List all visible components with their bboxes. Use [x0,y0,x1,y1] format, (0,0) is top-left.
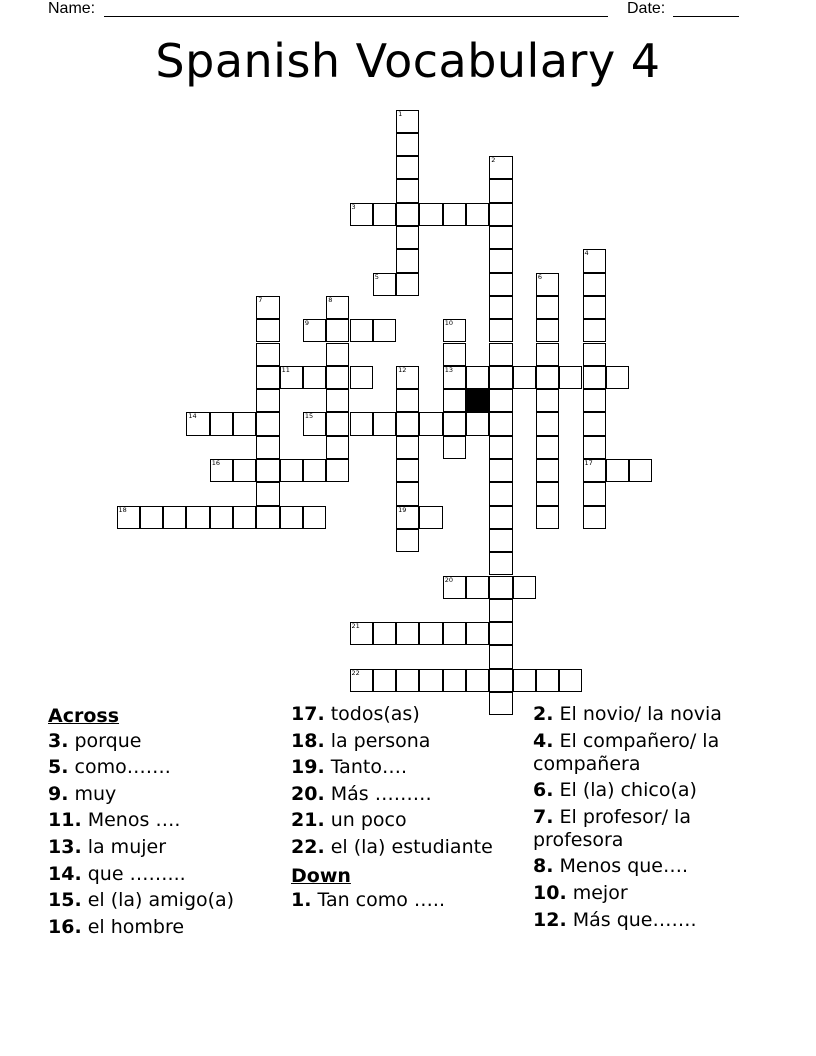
clue-item [48,809,278,832]
clue-text: mejor [572,881,628,904]
clue-item [533,882,773,905]
grid-cell[interactable] [443,622,466,645]
grid-cell[interactable] [186,506,209,529]
grid-cell[interactable] [210,412,233,435]
clue-item [291,756,521,779]
grid-cell[interactable] [117,506,140,529]
grid-cell[interactable] [443,319,466,342]
grid-cell[interactable] [489,273,512,296]
grid-cell[interactable] [443,576,466,599]
grid-cell[interactable] [396,110,419,133]
clue-item [291,809,521,832]
grid-cell[interactable] [186,412,209,435]
grid-cell[interactable] [583,459,606,482]
clue-number: 22. [291,835,325,858]
grid-cell[interactable] [419,622,442,645]
grid-cell[interactable] [466,366,489,389]
grid-cell[interactable] [419,412,442,435]
grid-cell[interactable] [256,389,279,412]
grid-cell[interactable] [140,506,163,529]
grid-cell[interactable] [396,436,419,459]
clue-number: 2 [491,156,496,165]
grid-cell[interactable] [513,366,536,389]
grid-cell[interactable] [280,506,303,529]
grid-cell[interactable] [396,529,419,552]
grid-cell[interactable] [326,412,349,435]
clue-item [533,703,773,726]
clue-text: un poco [330,809,407,832]
clue-text: Tan como ….. [317,889,446,912]
grid-cell[interactable] [350,622,373,645]
grid-cell[interactable] [396,412,419,435]
grid-cell[interactable] [489,576,512,599]
grid-cell[interactable] [303,319,326,342]
clue-number: 19. [291,756,325,779]
grid-cell[interactable] [583,343,606,366]
clue-number: 12. [533,908,567,931]
clue-item [291,730,521,753]
grid-cell[interactable] [373,622,396,645]
clue-column-3 [533,703,773,935]
clue-number: 14. [48,862,82,885]
grid-cell[interactable] [489,203,512,226]
grid-cell[interactable] [489,296,512,319]
grid-cell[interactable] [536,482,559,505]
clue-number: 11 [281,365,290,374]
clue-number: 1. [291,889,312,912]
clue-text: Más ……… [330,782,432,805]
clue-number: 4 [584,249,589,258]
grid-cell[interactable] [350,203,373,226]
grid-cell[interactable] [210,506,233,529]
clue-item [533,730,773,776]
grid-cell[interactable] [396,366,419,389]
grid-cell[interactable] [536,343,559,366]
clue-number: 9. [48,782,69,805]
grid-cell[interactable] [396,389,419,412]
grid-cell[interactable] [536,273,559,296]
grid-cell[interactable] [256,366,279,389]
grid-cell[interactable] [583,296,606,319]
grid-cell[interactable] [489,622,512,645]
across-heading: Across [48,705,120,727]
clue-number: 13 [444,365,453,374]
grid-cell[interactable] [373,412,396,435]
grid-cell[interactable] [396,622,419,645]
grid-cell[interactable] [606,459,629,482]
clue-number: 16. [48,915,82,938]
clue-number: 20. [291,782,325,805]
clue-number: 10 [444,319,453,328]
clue-number: 3 [351,202,356,211]
grid-cell[interactable] [466,622,489,645]
grid-cell[interactable] [489,389,512,412]
clue-number: 5 [374,272,379,281]
clue-number: 20 [444,575,453,584]
clue-text: todos(as) [330,703,420,725]
grid-cell[interactable] [489,669,512,692]
grid-cell[interactable] [583,389,606,412]
grid-cell[interactable] [466,412,489,435]
grid-cell[interactable] [583,412,606,435]
grid-cell[interactable] [583,506,606,529]
clue-number: 16 [211,459,220,467]
clue-number: 15 [304,412,314,421]
grid-cell[interactable] [443,343,466,366]
grid-cell[interactable] [280,459,303,482]
grid-cell[interactable] [396,459,419,482]
grid-cell[interactable] [536,669,559,692]
clue-item [48,756,278,779]
grid-cell[interactable] [233,506,256,529]
grid-cell[interactable] [443,412,466,435]
grid-cell[interactable] [280,366,303,389]
grid-cell[interactable] [489,319,512,342]
clue-number: 19 [398,505,407,514]
clue-number: 15. [48,889,82,912]
grid-cell[interactable] [489,599,512,622]
clue-number: 17 [584,459,593,467]
clue-item [48,916,278,939]
grid-cell[interactable] [583,482,606,505]
grid-cell[interactable] [326,389,349,412]
grid-cell[interactable] [396,506,419,529]
grid-cell[interactable] [489,529,512,552]
grid-cell[interactable] [419,669,442,692]
grid-cell[interactable] [256,482,279,505]
clue-item [533,779,773,802]
clue-number: 8. [533,855,554,878]
page-title: Spanish Vocabulary 4 [155,34,661,88]
grid-cell[interactable] [256,436,279,459]
grid-cell[interactable] [583,249,606,272]
grid-cell[interactable] [489,249,512,272]
grid-cell[interactable] [396,669,419,692]
grid-cell[interactable] [256,412,279,435]
clue-text: El novio/ la novia [559,703,722,725]
clue-number: 11. [48,809,82,832]
grid-cell[interactable] [396,482,419,505]
grid-cell[interactable] [326,343,349,366]
down-heading: Down [291,864,351,887]
clue-text: El compañero/ la compañera [533,729,720,775]
grid-cell[interactable] [536,459,559,482]
clue-item [291,889,521,912]
grid-cell[interactable] [489,412,512,435]
clue-text: porque [74,729,142,752]
clue-item [291,836,521,859]
grid-cell[interactable] [256,343,279,366]
clue-text: la mujer [87,835,167,858]
grid-cell[interactable] [256,459,279,482]
clue-column-1 [48,703,278,942]
grid-cell[interactable] [489,179,512,202]
grid-cell[interactable] [396,156,419,179]
clue-number: 8 [328,295,333,304]
grid-cell[interactable] [489,482,512,505]
clue-item [533,806,773,852]
date-label: Date: [627,0,666,17]
clue-number: 22 [351,668,360,677]
clue-number: 18. [291,729,325,752]
clue-number: 10. [533,881,567,904]
clue-text: El (la) chico(a) [559,779,697,802]
grid-cell[interactable] [489,226,512,249]
clue-item [48,836,278,859]
clue-item [533,855,773,878]
clue-number: 6 [537,272,543,281]
grid-cell[interactable] [536,412,559,435]
grid-cell[interactable] [350,412,373,435]
clue-text: que ……... [87,862,186,885]
clue-item [291,703,521,726]
clue-text: el (la) amigo(a) [87,889,235,912]
grid-cell[interactable] [583,436,606,459]
clue-number: 9 [304,319,310,328]
grid-cell[interactable] [256,296,279,319]
grid-cell[interactable] [326,436,349,459]
grid-cell[interactable] [513,669,536,692]
clue-item [291,783,521,806]
grid-cell[interactable] [350,366,373,389]
grid-cell[interactable] [466,203,489,226]
clue-number: 21 [351,622,360,631]
grid-cell[interactable] [443,366,466,389]
grid-cell[interactable] [536,319,559,342]
clue-number: 18 [118,505,127,514]
clue-number: 7. [533,805,554,828]
clue-number: 17. [291,703,325,725]
clue-text: El profesor/ la profesora [533,805,691,851]
clue-item [48,863,278,886]
grid-cell[interactable] [396,203,419,226]
clue-item [48,889,278,912]
grid-cell[interactable] [489,645,512,668]
grid-cell[interactable] [256,506,279,529]
clue-text: Más que……. [572,908,697,931]
clue-text: Tanto…. [330,756,407,779]
grid-cell[interactable] [489,459,512,482]
grid-cell[interactable] [233,412,256,435]
grid-cell[interactable] [256,319,279,342]
grid-cell[interactable] [373,669,396,692]
blocked-cell [466,389,489,412]
grid-cell[interactable] [466,669,489,692]
grid-cell[interactable] [489,552,512,575]
grid-cell[interactable] [536,296,559,319]
grid-cell[interactable] [536,366,559,389]
grid-cell[interactable] [303,366,326,389]
grid-cell[interactable] [489,366,512,389]
clue-number: 14 [188,412,197,421]
clue-number: 2. [533,703,554,725]
grid-cell[interactable] [373,203,396,226]
clue-text: la persona [330,729,431,752]
grid-cell[interactable] [489,343,512,366]
clue-column-2 [291,703,521,916]
grid-cell[interactable] [583,366,606,389]
grid-cell[interactable] [303,412,326,435]
grid-cell[interactable] [489,506,512,529]
grid-cell[interactable] [163,506,186,529]
grid-cell[interactable] [559,669,582,692]
grid-cell[interactable] [583,319,606,342]
clue-text: el hombre [87,915,185,938]
grid-cell[interactable] [489,436,512,459]
clue-text: el (la) estudiante [330,835,493,858]
clue-item [48,730,278,753]
clue-number: 7 [258,295,263,304]
clue-number: 6. [533,779,554,802]
clue-text: como……. [74,756,171,779]
grid-cell[interactable] [536,436,559,459]
grid-cell[interactable] [583,273,606,296]
grid-cell[interactable] [466,576,489,599]
clue-number: 5. [48,756,69,779]
grid-cell[interactable] [536,389,559,412]
grid-cell[interactable] [326,366,349,389]
grid-cell[interactable] [396,226,419,249]
grid-cell[interactable] [419,506,442,529]
clue-number: 21. [291,809,325,832]
grid-cell[interactable] [443,203,466,226]
grid-cell[interactable] [303,459,326,482]
grid-cell[interactable] [210,459,233,482]
grid-cell[interactable] [326,319,349,342]
clue-number: 1 [398,109,403,118]
name-label: Name: [48,0,96,17]
clue-number: 13. [48,835,82,858]
clue-item [48,783,278,806]
grid-cell[interactable] [350,669,373,692]
grid-cell[interactable] [443,669,466,692]
grid-cell[interactable] [443,436,466,459]
grid-cell[interactable] [629,459,652,482]
grid-cell[interactable] [396,179,419,202]
grid-cell[interactable] [303,506,326,529]
grid-cell[interactable] [559,366,582,389]
clue-number: 3. [48,729,69,752]
grid-cell[interactable] [350,319,373,342]
grid-cell[interactable] [373,273,396,296]
grid-cell[interactable] [489,156,512,179]
grid-cell[interactable] [373,319,396,342]
grid-cell[interactable] [513,576,536,599]
clue-number: 12 [398,365,407,374]
grid-cell[interactable] [326,459,349,482]
grid-cell[interactable] [233,459,256,482]
clue-text: Menos que…. [559,855,689,878]
clue-text: Menos …. [87,809,181,832]
grid-cell[interactable] [396,249,419,272]
grid-cell[interactable] [606,366,629,389]
clue-text: muy [74,782,117,805]
grid-cell[interactable] [396,133,419,156]
clue-item [533,909,773,932]
grid-cell[interactable] [419,203,442,226]
clue-number: 4. [533,729,554,752]
grid-cell[interactable] [443,389,466,412]
grid-cell[interactable] [326,296,349,319]
grid-cell[interactable] [536,506,559,529]
grid-cell[interactable] [396,273,419,296]
